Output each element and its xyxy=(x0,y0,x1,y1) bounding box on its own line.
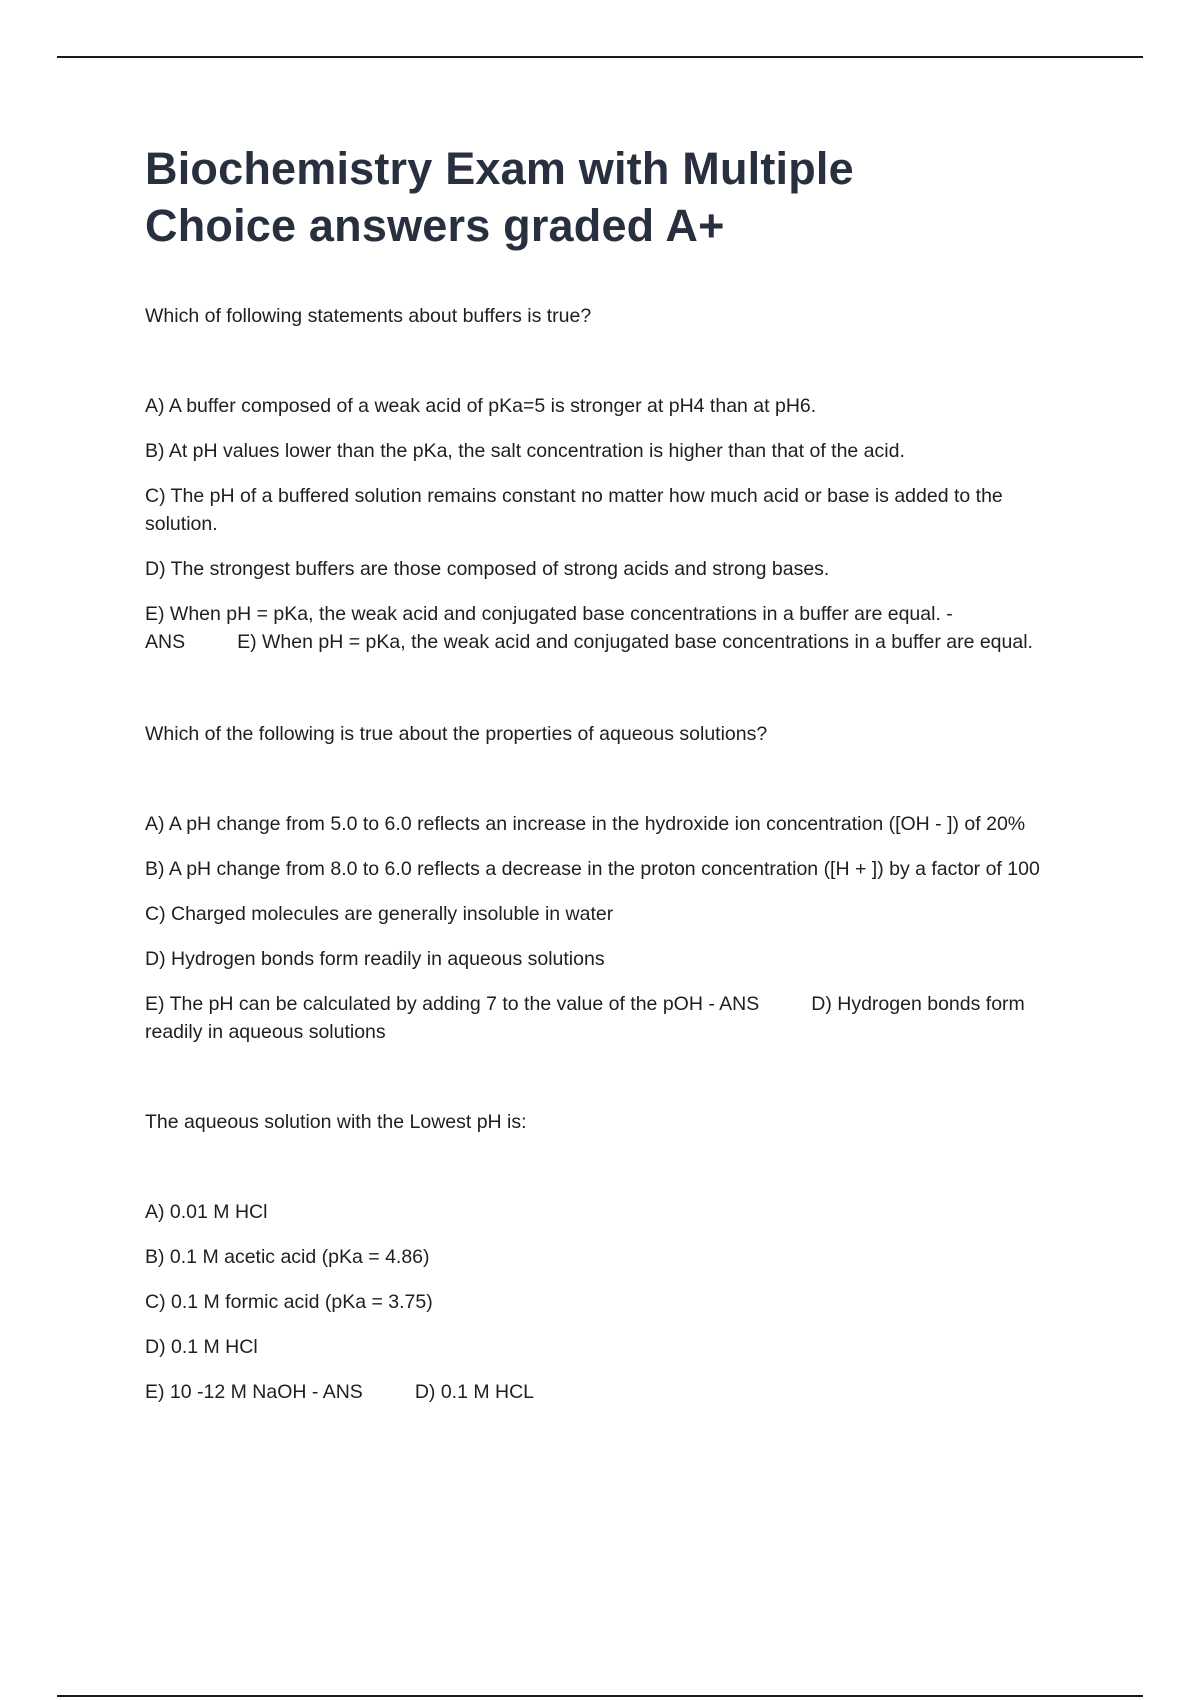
option-d: D) Hydrogen bonds form readily in aqueous solutions xyxy=(145,948,605,970)
answer-text: E) When pH = pKa, the weak acid and conjugated base concentrations in a buffer are equal. xyxy=(237,631,1033,653)
question-block-3 xyxy=(145,1108,1055,1406)
option-b: B) At pH values lower than the pKa, the salt concentration is higher than that of the acid. xyxy=(145,440,905,462)
option-a: A) A pH change from 5.0 to 6.0 reflects an increase in the hydroxide ion concentration ([OH - ]) of 20% xyxy=(145,813,1026,835)
bottom-rule xyxy=(57,1695,1143,1697)
answer-text: D) Hydrogen bonds form readily in aqueous solutions xyxy=(145,993,1025,1043)
option-c: C) The pH of a buffered solution remains constant no matter how much acid or base is added to the solution. xyxy=(145,485,1003,535)
title-line-2: Choice answers graded A+ xyxy=(145,200,725,251)
question-prompt: The aqueous solution with the Lowest pH is: xyxy=(145,1111,527,1133)
option-b: B) A pH change from 8.0 to 6.0 reflects a decrease in the proton concentration ([H + ]) by a factor of 100 xyxy=(145,858,1040,880)
option-c: C) Charged molecules are generally insoluble in water xyxy=(145,903,614,925)
option-a: A) A buffer composed of a weak acid of pKa=5 is stronger at pH4 than at pH6. xyxy=(145,395,817,417)
answer-label: ANS xyxy=(145,631,186,653)
question-block-2 xyxy=(145,720,1055,1046)
question-block-1 xyxy=(145,302,1055,656)
option-a: A) 0.01 M HCl xyxy=(145,1201,268,1223)
option-e: E) When pH = pKa, the weak acid and conjugated base concentrations in a buffer are equal. - xyxy=(145,603,953,625)
option-c: C) 0.1 M formic acid (pKa = 3.75) xyxy=(145,1291,433,1313)
option-e-with-answer xyxy=(145,600,1055,656)
document-title xyxy=(145,140,1055,254)
question-prompt: Which of following statements about buffers is true? xyxy=(145,305,592,327)
option-e-with-answer xyxy=(145,990,1055,1046)
document-body xyxy=(145,140,1055,1468)
title-line-1: Biochemistry Exam with Multiple xyxy=(145,143,854,194)
top-rule xyxy=(57,56,1143,58)
option-b: B) 0.1 M acetic acid (pKa = 4.86) xyxy=(145,1246,430,1268)
option-e: E) 10 -12 M NaOH - ANS xyxy=(145,1381,363,1403)
option-d: D) 0.1 M HCl xyxy=(145,1336,258,1358)
option-d: D) The strongest buffers are those composed of strong acids and strong bases. xyxy=(145,558,830,580)
answer-text: D) 0.1 M HCL xyxy=(414,1381,535,1403)
question-prompt: Which of the following is true about the properties of aqueous solutions? xyxy=(145,723,768,745)
option-e-with-answer xyxy=(145,1378,1055,1406)
option-e: E) The pH can be calculated by adding 7 to the value of the pOH - ANS xyxy=(145,993,760,1015)
